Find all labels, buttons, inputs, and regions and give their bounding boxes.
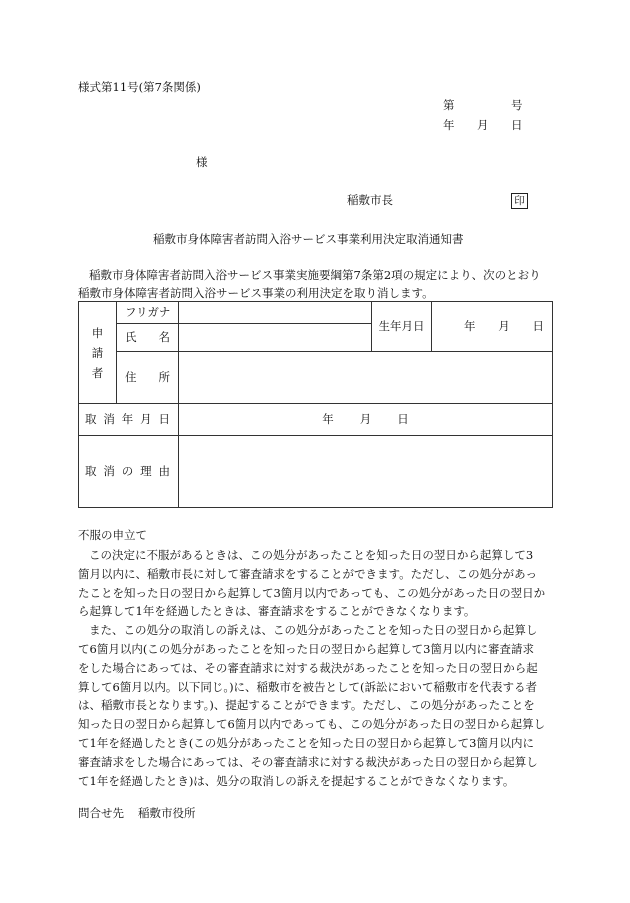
label-char: 由: [158, 463, 170, 478]
label-char: 年: [121, 411, 134, 426]
furigana-field[interactable]: [179, 302, 372, 324]
cancel-reason-field[interactable]: [179, 436, 553, 508]
contact-value: 稲敷市役所: [138, 806, 196, 820]
cancel-month: 月: [359, 411, 372, 426]
address-char: 住: [125, 369, 137, 384]
date-day: 日: [511, 118, 523, 132]
appeal-line: をした場合にあっては、その審査請求に対する裁決があったことを知った日の翌日から起: [78, 660, 538, 675]
name-label: [117, 324, 179, 352]
applicant-char: 申: [91, 325, 104, 340]
label-char: 月: [140, 411, 152, 426]
label-char: 消: [103, 463, 115, 478]
label-char: 消: [103, 411, 115, 426]
address-char: 所: [158, 369, 170, 384]
appeal-line: 箇月以内に、稲敷市長に対して審査請求をすることができます。ただし、この処分があっ: [78, 566, 537, 581]
applicant-label: [79, 302, 117, 404]
appeal-line: は、稲敷市長となります。)、提起することができます。ただし、この処分があったことを: [78, 698, 535, 713]
name-char: 名: [158, 329, 170, 344]
address-field[interactable]: [179, 352, 553, 404]
applicant-char: 請: [91, 345, 104, 360]
name-field[interactable]: [179, 324, 372, 352]
date-month: 月: [477, 118, 489, 132]
label-char: 理: [140, 463, 152, 478]
birthdate-label: 生年月日: [372, 302, 432, 352]
furigana-label: フリガナ: [117, 302, 179, 324]
intro-paragraph: [78, 266, 554, 302]
contact-label: 問合せ先: [78, 806, 124, 820]
birthdate-field[interactable]: [432, 302, 553, 352]
label-char: 取: [85, 411, 97, 426]
appeal-line: 審査請求をした場合にあっては、その審査請求に対する裁決があった日の翌日から起算し: [78, 754, 538, 769]
appeal-line: ら起算して1年を経過したときは、審査請求をすることができなくなります。: [78, 604, 476, 619]
application-table: [78, 301, 553, 508]
applicant-char: 者: [91, 365, 104, 380]
cancel-date-field[interactable]: [179, 404, 553, 436]
label-char: の: [121, 463, 134, 478]
number-prefix: 第: [443, 98, 455, 112]
form-number: 様式第11号(第7条関係): [78, 80, 201, 94]
appeal-line: て1年を経過したとき)は、処分の取消しの訴えを提起することができなくなります。: [78, 773, 515, 788]
appeal-line: 算して6箇月以内。以下同じ。)に、稲敷市を被告として(訴訟において稲敷市を代表する者: [78, 679, 538, 694]
birth-month: 月: [498, 318, 510, 333]
appeal-line: て1年を経過したとき(この処分があったことを知った日の翌日から起算して3箇月以内に: [78, 735, 535, 750]
address-label: [117, 352, 179, 404]
number-suffix: 号: [511, 98, 523, 112]
cancel-reason-label: [79, 436, 179, 508]
appeal-line: 知った日の翌日から起算して6箇月以内であっても、この処分があった日の翌日から起算し: [78, 717, 546, 732]
issuer: 稲敷市長: [347, 193, 393, 207]
cancel-day: 日: [397, 411, 409, 426]
appeal-heading: 不服の申立て: [78, 528, 147, 542]
addressee-suffix: 様: [196, 155, 208, 169]
date-year: 年: [443, 118, 455, 132]
label-char: 日: [158, 411, 170, 426]
document-title: 稲敷市身体障害者訪問入浴サービス事業利用決定取消通知書: [153, 232, 464, 246]
name-char: 氏: [125, 329, 137, 344]
appeal-line: この決定に不服があるときは、この処分があったことを知った日の翌日から起算して3: [89, 548, 534, 562]
appeal-paragraph: [78, 546, 554, 790]
birth-day: 日: [532, 318, 544, 333]
intro-line: 稲敷市身体障害者訪問入浴サービス事業実施要綱第7条第2項の規定により、次のとおり: [89, 268, 541, 282]
appeal-line: たことを知った日の翌日から起算して3箇月以内であっても、この処分があった日の翌日か: [78, 585, 546, 600]
birth-year: 年: [464, 318, 476, 333]
cancel-date-label: [79, 404, 179, 436]
appeal-line: また、この処分の取消しの訴えは、この処分があったことを知った日の翌日から起算し: [89, 623, 538, 638]
label-char: 取: [85, 463, 97, 478]
seal-stamp: 印: [511, 193, 528, 209]
cancel-year: 年: [322, 411, 334, 426]
appeal-line: て6箇月以内(この処分があったことを知った日の翌日から起算して3箇月以内に審査請求: [78, 641, 535, 656]
intro-line: 稲敷市身体障害者訪問入浴サービス事業の利用決定を取り消します。: [78, 286, 434, 300]
